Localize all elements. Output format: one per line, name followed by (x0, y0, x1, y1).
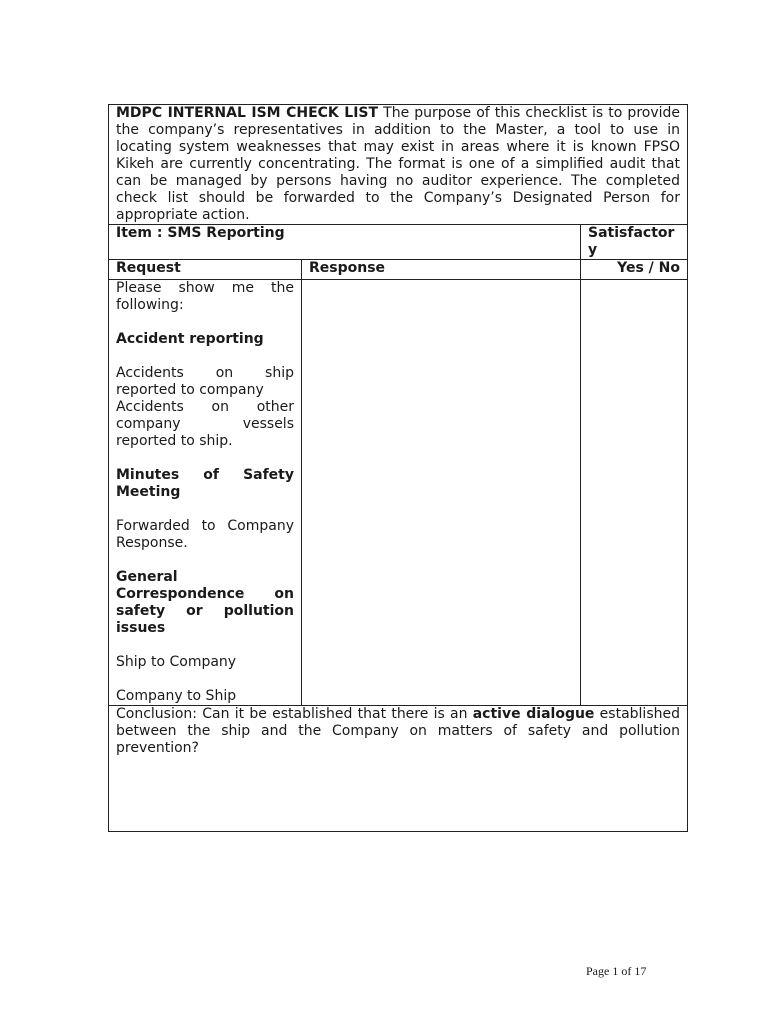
item-row (109, 225, 688, 260)
request-line: Ship to Company (116, 654, 237, 670)
request-line: Forwarded to Company Response. (116, 518, 294, 551)
intro-row (109, 105, 688, 225)
response-cell[interactable] (302, 280, 581, 706)
request-intro: Please show me the following: (116, 280, 294, 313)
request-cell (109, 280, 302, 706)
request-line: Company to Ship (116, 688, 237, 704)
section-heading-accident: Accident reporting (116, 331, 264, 347)
column-header-row (109, 260, 688, 280)
conclusion-prefix: Conclusion: Can it be established that there is an (116, 706, 473, 722)
request-row (109, 280, 688, 706)
request-line: Accidents on ship reported to company (116, 365, 294, 398)
conclusion-suffix: established between the ship and the Company on matters of safety and pollution prevention? (116, 706, 680, 756)
request-header: Request (109, 260, 302, 280)
conclusion-cell (109, 706, 688, 832)
satisfactory-label: Satisfactory (581, 225, 688, 260)
conclusion-emphasis: active dialogue (472, 706, 595, 722)
section-heading-correspondence: General Correspondence on safety or pollution issues (116, 569, 294, 636)
checklist-purpose: The purpose of this checklist is to provide the company’s representatives in addition to the Master, a tool to use in locating system weaknesses that may exist in areas where it is known FPSO Kikeh are currently concentrating. The format is one of a simplified audit that can be managed by persons having no auditor experience. The completed check list should be forwarded to the Company’s Designated Person for appropriate action. (116, 105, 681, 223)
section-heading-minutes: Minutes of Safety Meeting (116, 467, 294, 500)
ism-checklist-table (108, 104, 688, 832)
response-header: Response (302, 260, 581, 280)
satisfactory-cell[interactable] (581, 280, 688, 706)
conclusion-row (109, 706, 688, 832)
checklist-title: MDPC INTERNAL ISM CHECK LIST (116, 105, 379, 121)
page-number: Page 1 of 17 (586, 964, 647, 978)
item-label: Item : SMS Reporting (109, 225, 581, 260)
yes-no-header: Yes / No (581, 260, 688, 280)
intro-cell (109, 105, 688, 225)
request-line: Accidents on other company vessels reported to ship. (116, 399, 294, 449)
